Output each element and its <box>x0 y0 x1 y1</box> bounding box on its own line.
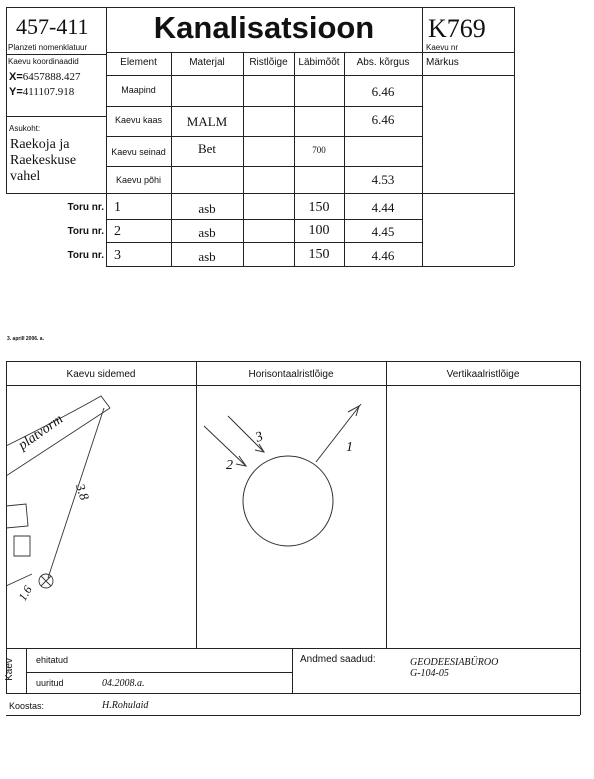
location-line-2: Raekeskuse <box>10 153 77 168</box>
date-note: 3. aprill 2006. a. <box>7 336 44 342</box>
andmed-value-line2: G-104-05 <box>410 668 449 679</box>
pipe-labimoot: 100 <box>308 223 330 238</box>
location-line-3: vahel <box>10 169 41 184</box>
col-header-labimoot: Läbimõõt <box>298 57 340 68</box>
drawing-header-horisontaal: Horisontaalristlõige <box>248 369 334 380</box>
pipe-label: Toru nr. <box>67 202 104 213</box>
sheet-number: 457-411 <box>16 14 89 39</box>
pipe-materjal: asb <box>198 201 216 216</box>
col-header-markus: Märkus <box>426 57 459 68</box>
pipe-nr: 1 <box>114 200 121 215</box>
page-title: Kanalisatsioon <box>153 10 375 45</box>
coord-x-label: X= <box>9 71 23 83</box>
pipe-nr: 3 <box>114 248 121 263</box>
col-header-materjal: Materjal <box>189 57 225 68</box>
pipe-korgus: 4.45 <box>371 224 395 239</box>
row-korgus-value: 4.53 <box>371 172 395 187</box>
sketch-label-dist2: 1.6 <box>15 583 35 604</box>
row-labimoot-value: 700 <box>312 145 326 155</box>
pipe-label: Toru nr. <box>67 226 104 237</box>
drawing-header-sidemed: Kaevu sidemed <box>66 369 136 380</box>
location-label: Asukoht: <box>9 124 41 133</box>
row-materjal-value: Bet <box>197 141 217 156</box>
well-id-caption: Kaevu nr <box>426 43 459 52</box>
well-ties-sketch <box>6 386 196 648</box>
row-korgus-value: 6.46 <box>371 84 395 99</box>
coords-label: Kaevu koordinaadid <box>8 57 79 66</box>
sketch-label-dist1: 3.8 <box>72 481 93 503</box>
sketch-label-pipe1: 1 <box>346 440 353 455</box>
uuritud-value: 04.2008.a. <box>102 678 145 689</box>
pipe-labimoot: 150 <box>308 200 330 215</box>
row-element-label: Kaevu seinad <box>111 147 166 157</box>
sketch-label-pipe3: 3 <box>253 429 266 446</box>
andmed-value-line1: GEODEESIABÜROO <box>410 657 499 668</box>
pipe-korgus: 4.46 <box>371 248 395 263</box>
row-element-label: Kaevu põhi <box>115 175 162 185</box>
koostas-value: H.Rohulaid <box>102 700 149 711</box>
col-header-korgus: Abs. kõrgus <box>356 57 410 68</box>
coord-x <box>9 71 81 83</box>
well-id: K769 <box>428 14 486 43</box>
pipe-materjal: asb <box>198 249 216 264</box>
coord-y-value: 411107.918 <box>22 86 75 98</box>
andmed-label: Andmed saadud: <box>300 654 376 665</box>
pipe-label: Toru nr. <box>67 250 104 261</box>
row-element-label: Kaevu kaas <box>114 115 163 125</box>
pipe-nr: 2 <box>114 224 121 239</box>
horizontal-section-sketch <box>196 386 386 648</box>
row-materjal-value: MALM <box>186 114 228 129</box>
uuritud-label: uuritud <box>36 678 64 688</box>
coord-y <box>9 86 74 98</box>
pipe-korgus: 4.44 <box>371 200 395 215</box>
pipe-labimoot: 150 <box>308 247 330 262</box>
kaev-label: Kaev <box>3 658 15 681</box>
pipe-materjal: asb <box>198 225 216 240</box>
coord-y-label: Y= <box>9 86 23 98</box>
col-header-ristloige: Ristlõige <box>249 57 288 68</box>
sketch-label-pipe2: 2 <box>226 458 233 473</box>
sheet-caption: Planzeti nomenklatuur <box>8 43 88 52</box>
coord-x-value: 6457888.427 <box>22 71 81 83</box>
ehitatud-label: ehitatud <box>36 655 69 665</box>
drawing-header-vertikaal: Vertikaalristlõige <box>446 369 520 380</box>
row-korgus-value: 6.46 <box>371 112 395 127</box>
location-line-1: Raekoja ja <box>10 137 70 152</box>
col-header-element: Element <box>120 57 157 68</box>
row-element-label: Maapind <box>121 85 156 95</box>
sketch-label-platvorm: platvorm <box>15 411 67 454</box>
koostas-label: Koostas: <box>9 701 45 711</box>
